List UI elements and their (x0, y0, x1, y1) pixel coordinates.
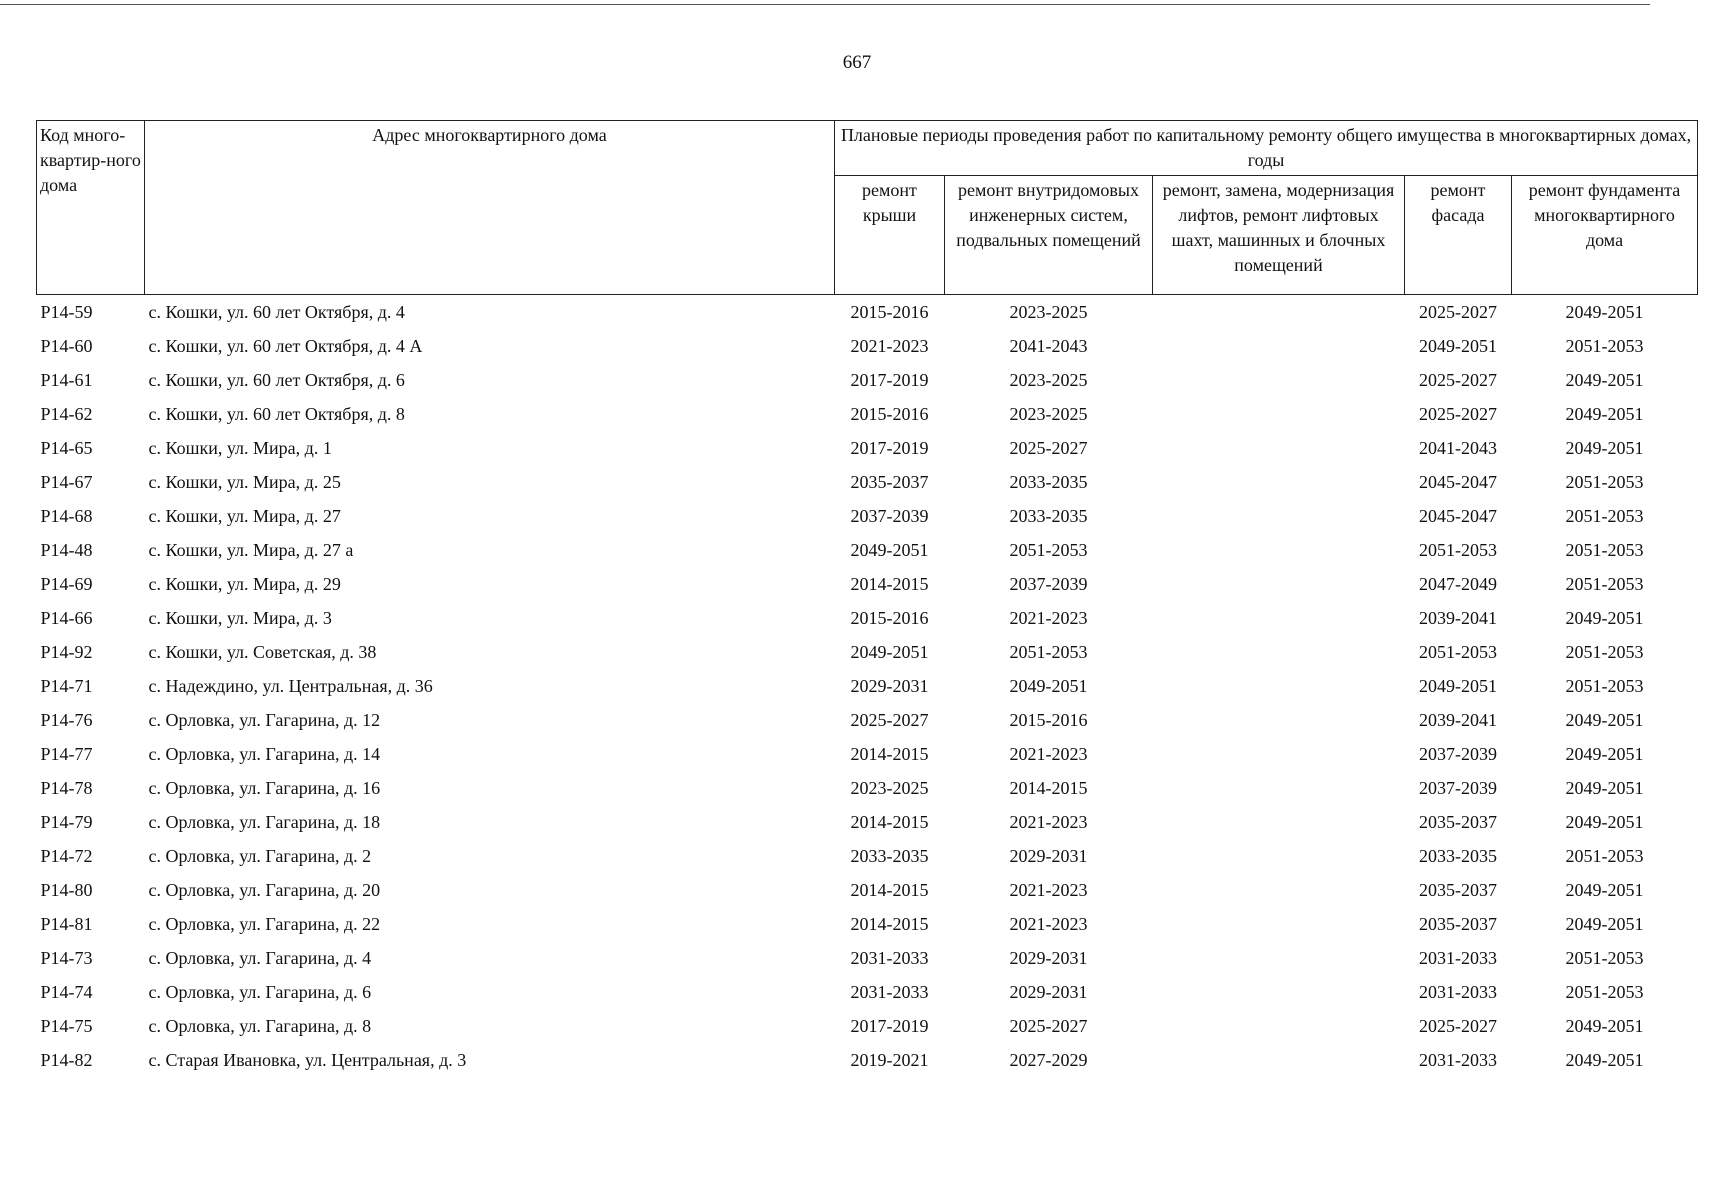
cell-address: с. Кошки, ул. Мира, д. 3 (148, 608, 332, 628)
header-code: Код много-квартир-ного дома (37, 121, 145, 295)
cell-roof: 2014-2015 (850, 914, 929, 934)
cell-roof: 2033-2035 (850, 846, 929, 866)
cell-address: с. Кошки, ул. Советская, д. 38 (148, 642, 377, 662)
cell-code: Р14-74 (40, 982, 93, 1002)
cell-foundation: 2049-2051 (1565, 880, 1644, 900)
cell-foundation: 2049-2051 (1565, 710, 1644, 730)
table-row (37, 703, 1698, 737)
cell-roof: 2015-2016 (850, 404, 929, 424)
cell-lifts (1153, 771, 1405, 805)
cell-code: Р14-69 (40, 574, 93, 594)
header-address: Адрес многоквартирного дома (145, 121, 835, 295)
page-number: 667 (842, 52, 872, 73)
cell-roof: 2029-2031 (850, 676, 929, 696)
cell-engineering: 2021-2023 (1009, 608, 1088, 628)
cell-foundation: 2049-2051 (1565, 608, 1644, 628)
cell-facade: 2045-2047 (1419, 506, 1497, 526)
cell-foundation: 2051-2053 (1565, 540, 1644, 560)
cell-foundation: 2049-2051 (1565, 914, 1644, 934)
cell-foundation: 2051-2053 (1565, 336, 1644, 356)
cell-lifts (1153, 873, 1405, 907)
cell-code: Р14-76 (40, 710, 93, 730)
cell-facade: 2025-2027 (1419, 370, 1497, 390)
cell-foundation: 2051-2053 (1565, 982, 1644, 1002)
cell-lifts (1153, 499, 1405, 533)
cell-code: Р14-62 (40, 404, 93, 424)
cell-engineering: 2041-2043 (1009, 336, 1088, 356)
table-row (37, 533, 1698, 567)
cell-lifts (1153, 1043, 1405, 1077)
cell-roof: 2023-2025 (850, 778, 929, 798)
table-row (37, 431, 1698, 465)
cell-address: с. Кошки, ул. Мира, д. 29 (148, 574, 341, 594)
cell-engineering: 2029-2031 (1009, 982, 1088, 1002)
table-row (37, 363, 1698, 397)
cell-facade: 2037-2039 (1419, 744, 1497, 764)
cell-facade: 2035-2037 (1419, 914, 1497, 934)
cell-facade: 2031-2033 (1419, 1050, 1497, 1070)
cell-facade: 2033-2035 (1419, 846, 1497, 866)
cell-code: Р14-59 (40, 302, 93, 322)
cell-lifts (1153, 907, 1405, 941)
top-rule (0, 4, 1650, 5)
cell-roof: 2015-2016 (850, 302, 929, 322)
cell-engineering: 2023-2025 (1009, 302, 1088, 322)
table-row (37, 805, 1698, 839)
cell-engineering: 2033-2035 (1009, 472, 1088, 492)
table-row (37, 499, 1698, 533)
cell-address: с. Надеждино, ул. Центральная, д. 36 (148, 676, 433, 696)
cell-code: Р14-81 (40, 914, 93, 934)
table-row (37, 839, 1698, 873)
cell-roof: 2031-2033 (850, 982, 929, 1002)
cell-lifts (1153, 941, 1405, 975)
table-row (37, 771, 1698, 805)
cell-foundation: 2049-2051 (1565, 778, 1644, 798)
cell-foundation: 2051-2053 (1565, 676, 1644, 696)
table-row (37, 567, 1698, 601)
cell-roof: 2015-2016 (850, 608, 929, 628)
cell-facade: 2041-2043 (1419, 438, 1497, 458)
cell-facade: 2035-2037 (1419, 880, 1497, 900)
cell-foundation: 2051-2053 (1565, 574, 1644, 594)
cell-engineering: 2015-2016 (1009, 710, 1088, 730)
cell-foundation: 2049-2051 (1565, 1050, 1644, 1070)
cell-address: с. Орловка, ул. Гагарина, д. 22 (148, 914, 381, 934)
cell-lifts (1153, 329, 1405, 363)
cell-roof: 2037-2039 (850, 506, 929, 526)
cell-engineering: 2023-2025 (1009, 370, 1088, 390)
cell-facade: 2047-2049 (1419, 574, 1497, 594)
cell-facade: 2035-2037 (1419, 812, 1497, 832)
cell-lifts (1153, 635, 1405, 669)
cell-lifts (1153, 805, 1405, 839)
cell-roof: 2014-2015 (850, 744, 929, 764)
cell-address: с. Орловка, ул. Гагарина, д. 4 (148, 948, 372, 968)
cell-foundation: 2049-2051 (1565, 302, 1644, 322)
header-foundation: ремонт фундамента многоквартирного дома (1512, 176, 1698, 295)
cell-engineering: 2021-2023 (1009, 880, 1088, 900)
cell-code: Р14-71 (40, 676, 93, 696)
table-row (37, 1009, 1698, 1043)
cell-roof: 2025-2027 (850, 710, 929, 730)
cell-code: Р14-82 (40, 1050, 93, 1070)
cell-facade: 2025-2027 (1419, 404, 1497, 424)
cell-address: с. Орловка, ул. Гагарина, д. 14 (148, 744, 381, 764)
cell-roof: 2049-2051 (850, 642, 929, 662)
cell-facade: 2049-2051 (1419, 676, 1497, 696)
cell-roof: 2017-2019 (850, 1016, 929, 1036)
cell-roof: 2031-2033 (850, 948, 929, 968)
table-row (37, 329, 1698, 363)
cell-address: с. Кошки, ул. Мира, д. 25 (148, 472, 341, 492)
cell-facade: 2025-2027 (1419, 302, 1497, 322)
header-row-top (37, 121, 1698, 176)
cell-facade: 2039-2041 (1419, 710, 1497, 730)
cell-lifts (1153, 363, 1405, 397)
cell-address: с. Кошки, ул. 60 лет Октября, д. 8 (148, 404, 405, 424)
cell-engineering: 2037-2039 (1009, 574, 1088, 594)
cell-address: с. Кошки, ул. Мира, д. 27 а (148, 540, 354, 560)
cell-facade: 2051-2053 (1419, 540, 1497, 560)
table-row (37, 941, 1698, 975)
cell-address: с. Кошки, ул. 60 лет Октября, д. 4 (148, 302, 405, 322)
cell-engineering: 2027-2029 (1009, 1050, 1088, 1070)
header-facade: ремонт фасада (1405, 176, 1512, 295)
cell-engineering: 2021-2023 (1009, 812, 1088, 832)
table-row (37, 635, 1698, 669)
cell-foundation: 2051-2053 (1565, 506, 1644, 526)
cell-engineering: 2021-2023 (1009, 914, 1088, 934)
table-row (37, 295, 1698, 330)
cell-lifts (1153, 397, 1405, 431)
cell-foundation: 2049-2051 (1565, 370, 1644, 390)
cell-facade: 2049-2051 (1419, 336, 1497, 356)
cell-code: Р14-66 (40, 608, 93, 628)
cell-lifts (1153, 1009, 1405, 1043)
cell-engineering: 2025-2027 (1009, 438, 1088, 458)
table-header (37, 121, 1698, 295)
cell-code: Р14-65 (40, 438, 93, 458)
table-row (37, 669, 1698, 703)
table-row (37, 1043, 1698, 1077)
cell-facade: 2051-2053 (1419, 642, 1497, 662)
cell-foundation: 2049-2051 (1565, 812, 1644, 832)
cell-foundation: 2049-2051 (1565, 744, 1644, 764)
cell-address: с. Орловка, ул. Гагарина, д. 2 (148, 846, 372, 866)
cell-facade: 2025-2027 (1419, 1016, 1497, 1036)
cell-lifts (1153, 567, 1405, 601)
cell-lifts (1153, 295, 1405, 330)
cell-code: Р14-73 (40, 948, 93, 968)
cell-engineering: 2014-2015 (1009, 778, 1088, 798)
cell-code: Р14-48 (40, 540, 93, 560)
cell-engineering: 2029-2031 (1009, 846, 1088, 866)
cell-foundation: 2051-2053 (1565, 948, 1644, 968)
cell-lifts (1153, 431, 1405, 465)
cell-lifts (1153, 465, 1405, 499)
table-row (37, 975, 1698, 1009)
cell-lifts (1153, 839, 1405, 873)
cell-engineering: 2021-2023 (1009, 744, 1088, 764)
cell-address: с. Орловка, ул. Гагарина, д. 16 (148, 778, 381, 798)
cell-lifts (1153, 703, 1405, 737)
cell-code: Р14-92 (40, 642, 93, 662)
cell-facade: 2039-2041 (1419, 608, 1497, 628)
header-lifts: ремонт, замена, модернизация лифтов, ремонт лифтовых шахт, машинных и блочных помещений (1153, 176, 1405, 295)
cell-address: с. Кошки, ул. 60 лет Октября, д. 4 А (148, 336, 423, 356)
cell-engineering: 2033-2035 (1009, 506, 1088, 526)
cell-engineering: 2051-2053 (1009, 642, 1088, 662)
cell-facade: 2037-2039 (1419, 778, 1497, 798)
cell-foundation: 2051-2053 (1565, 642, 1644, 662)
header-engineering: ремонт внутридомовых инженерных систем, подвальных помещений (945, 176, 1153, 295)
cell-code: Р14-75 (40, 1016, 93, 1036)
cell-engineering: 2025-2027 (1009, 1016, 1088, 1036)
cell-roof: 2014-2015 (850, 812, 929, 832)
cell-code: Р14-60 (40, 336, 93, 356)
cell-roof: 2014-2015 (850, 574, 929, 594)
cell-roof: 2014-2015 (850, 880, 929, 900)
cell-engineering: 2023-2025 (1009, 404, 1088, 424)
cell-code: Р14-77 (40, 744, 93, 764)
cell-code: Р14-61 (40, 370, 93, 390)
cell-engineering: 2051-2053 (1009, 540, 1088, 560)
cell-code: Р14-79 (40, 812, 93, 832)
table-body (37, 295, 1698, 1078)
cell-address: с. Орловка, ул. Гагарина, д. 8 (148, 1016, 372, 1036)
capital-repair-schedule-table (36, 120, 1698, 1077)
table-row (37, 873, 1698, 907)
header-periods-group: Плановые периоды проведения работ по капитальному ремонту общего имущества в многоквартирных домах, годы (835, 121, 1698, 176)
table-row (37, 601, 1698, 635)
cell-facade: 2031-2033 (1419, 982, 1497, 1002)
cell-roof: 2035-2037 (850, 472, 929, 492)
cell-roof: 2019-2021 (850, 1050, 929, 1070)
cell-engineering: 2049-2051 (1009, 676, 1088, 696)
cell-code: Р14-78 (40, 778, 93, 798)
cell-lifts (1153, 669, 1405, 703)
table-row (37, 397, 1698, 431)
table-row (37, 907, 1698, 941)
cell-lifts (1153, 737, 1405, 771)
cell-facade: 2045-2047 (1419, 472, 1497, 492)
cell-facade: 2031-2033 (1419, 948, 1497, 968)
cell-address: с. Орловка, ул. Гагарина, д. 18 (148, 812, 381, 832)
cell-foundation: 2051-2053 (1565, 846, 1644, 866)
cell-address: с. Орловка, ул. Гагарина, д. 20 (148, 880, 381, 900)
cell-lifts (1153, 601, 1405, 635)
cell-roof: 2021-2023 (850, 336, 929, 356)
cell-code: Р14-67 (40, 472, 93, 492)
cell-address: с. Кошки, ул. 60 лет Октября, д. 6 (148, 370, 405, 390)
cell-address: с. Кошки, ул. Мира, д. 27 (148, 506, 341, 526)
cell-roof: 2049-2051 (850, 540, 929, 560)
cell-lifts (1153, 533, 1405, 567)
cell-address: с. Кошки, ул. Мира, д. 1 (148, 438, 332, 458)
cell-code: Р14-80 (40, 880, 93, 900)
cell-engineering: 2029-2031 (1009, 948, 1088, 968)
table-row (37, 737, 1698, 771)
cell-foundation: 2049-2051 (1565, 1016, 1644, 1036)
cell-foundation: 2049-2051 (1565, 438, 1644, 458)
cell-address: с. Орловка, ул. Гагарина, д. 6 (148, 982, 372, 1002)
cell-foundation: 2049-2051 (1565, 404, 1644, 424)
cell-code: Р14-72 (40, 846, 93, 866)
cell-lifts (1153, 975, 1405, 1009)
header-roof: ремонт крыши (835, 176, 945, 295)
cell-foundation: 2051-2053 (1565, 472, 1644, 492)
table-row (37, 465, 1698, 499)
cell-address: с. Орловка, ул. Гагарина, д. 12 (148, 710, 381, 730)
cell-roof: 2017-2019 (850, 370, 929, 390)
cell-code: Р14-68 (40, 506, 93, 526)
cell-roof: 2017-2019 (850, 438, 929, 458)
cell-address: с. Старая Ивановка, ул. Центральная, д. 3 (148, 1050, 467, 1070)
